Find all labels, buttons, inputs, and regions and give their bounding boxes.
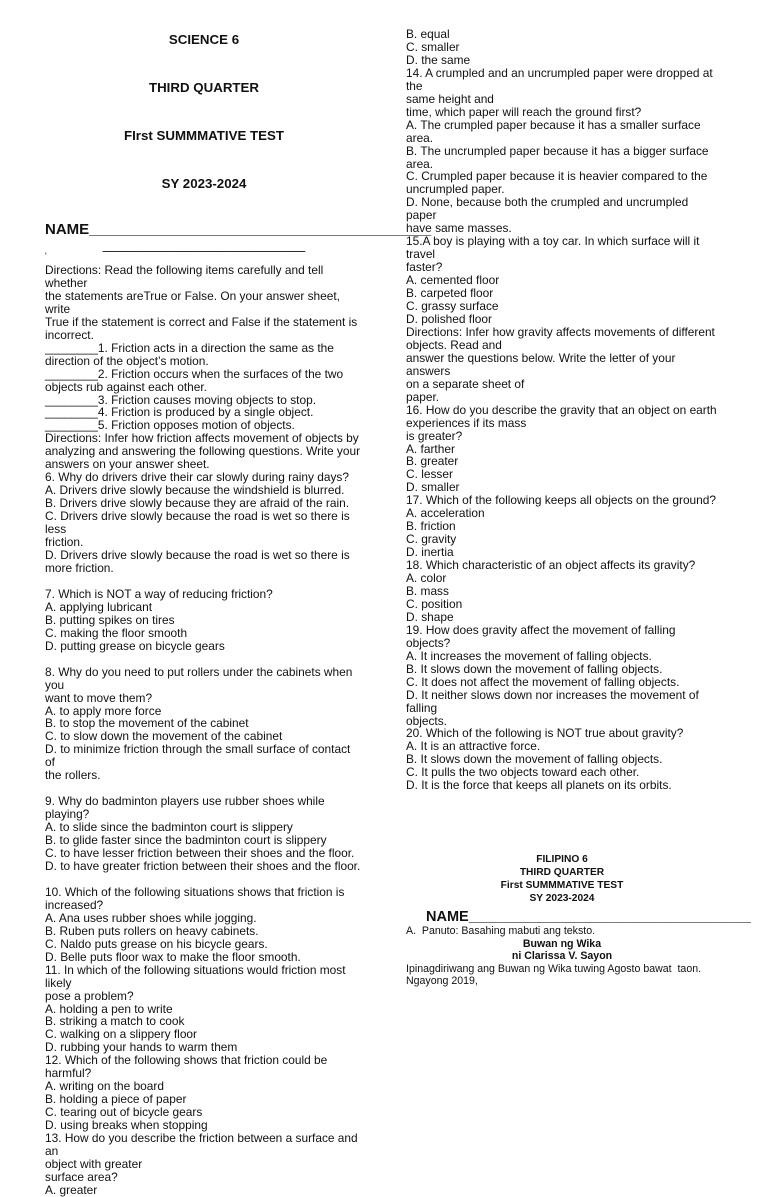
text-line: 11. In which of the following situations would friction most likely: [45, 962, 349, 990]
text-line: faster?: [406, 260, 443, 275]
text-line: ________1. Friction acts in a direction the same as the: [45, 340, 334, 355]
text-line: C. It does not affect the movement of falling objects.: [406, 674, 680, 689]
text-line: have same masses.: [406, 221, 512, 236]
text-line: paper.: [406, 389, 440, 404]
name-underline: _________________________________________: [89, 221, 432, 238]
stray-mark: ': [45, 251, 47, 261]
text-line: C. to have lesser friction between their shoes and the floor.: [45, 846, 355, 861]
text-line: 14. A crumpled and an uncrumpled paper were dropped at the: [406, 65, 717, 93]
text-line: C. making the floor smooth: [45, 625, 188, 640]
text-line: increased?: [45, 897, 104, 912]
text-line: 6. Why do drivers drive their car slowly during rainy days?: [45, 470, 349, 485]
text-line: 13. How do you describe the friction between a surface and an: [45, 1131, 361, 1158]
text-line: ________3. Friction causes moving objects to stop.: [45, 392, 316, 407]
story-body-line: Ipinagdiriwang ang Buwan ng Wika tuwing Agosto bawat taon.: [406, 962, 702, 975]
text-line: A. to slide since the badminton court is slippery: [45, 820, 293, 835]
filipino-title-line: THIRD QUARTER: [519, 867, 605, 878]
text-line: objects rub against each other.: [45, 379, 207, 394]
text-line: object with greater: [45, 1156, 143, 1171]
text-line: 19. How does gravity affect the movement of falling objects?: [406, 622, 679, 650]
text-line: True if the statement is correct and False if the statement is: [45, 314, 358, 329]
text-line: ________4. Friction is produced by a single object.: [45, 405, 314, 420]
text-line: C. smaller: [406, 39, 460, 54]
text-line: D. rubbing your hands to warm them: [45, 1040, 238, 1055]
text-line: B. Drivers drive slowly because they are afraid of the rain.: [45, 496, 350, 511]
science-questions-part-1: [45, 264, 363, 1197]
text-line: 7. Which is NOT a way of reducing friction?: [45, 586, 273, 601]
text-line: D. smaller: [406, 480, 460, 495]
blank-line: [45, 653, 363, 666]
text-line: D. the same: [406, 52, 471, 67]
story-title: Buwan ng Wika: [522, 937, 602, 950]
name-label: NAME: [45, 221, 90, 238]
filipino-title-line: SY 2023-2024: [529, 893, 595, 904]
text-line: C. It pulls the two objects toward each other.: [406, 765, 640, 780]
text-line: B. greater: [406, 454, 459, 469]
text-line: 10. Which of the following situations shows that friction is: [45, 884, 345, 899]
text-line: is greater?: [406, 428, 463, 443]
text-line: C. gravity: [406, 532, 457, 547]
text-line: uncrumpled paper.: [406, 182, 505, 197]
text-line: B. Ruben puts rollers on heavy cabinets.: [45, 923, 259, 938]
text-line: objects. Read and: [406, 337, 502, 352]
text-line: Directions: Infer how friction affects movement of objects by: [45, 431, 359, 446]
text-line: time, which paper will reach the ground first?: [406, 104, 642, 119]
text-line: D. using breaks when stopping: [45, 1118, 208, 1133]
text-line: B. equal: [406, 27, 450, 41]
text-line: A. cemented floor: [406, 273, 500, 288]
story-author: ni Clarissa V. Sayon: [511, 950, 613, 962]
text-line: D. polished floor: [406, 311, 492, 326]
filipino-name-field: [426, 909, 751, 925]
text-line: C. lesser: [406, 467, 453, 482]
panuto-instruction: A. Panuto: Basahing mabuti ang teksto.: [406, 925, 596, 937]
title-line: SCIENCE 6: [168, 32, 240, 47]
text-line: Directions: Read the following items carefully and tell whether: [45, 263, 327, 290]
blank-line: [45, 575, 363, 588]
text-line: A. The crumpled paper because it has a smaller surface area.: [406, 117, 704, 145]
text-line: A. It is an attractive force.: [406, 739, 541, 754]
text-line: the rollers.: [45, 768, 101, 783]
text-line: ________5. Friction opposes motion of objects.: [45, 418, 295, 433]
text-line: C. Crumpled paper because it is heavier compared to the: [406, 169, 708, 184]
text-line: B. mass: [406, 583, 449, 598]
text-line: D. It neither slows down nor increases the movement of falling: [406, 687, 703, 715]
text-line: analyzing and answering the following questions. Write your: [45, 444, 361, 459]
text-line: A. applying lubricant: [45, 599, 153, 614]
filipino-test-section: [406, 853, 751, 988]
text-line: B. The uncrumpled paper because it has a bigger surface: [406, 143, 709, 158]
text-line: B. to glide faster since the badminton court is slippery: [45, 833, 327, 848]
text-line: A. color: [406, 571, 447, 586]
text-line: B. holding a piece of paper: [45, 1092, 187, 1107]
title-line: SY 2023-2024: [161, 176, 247, 191]
text-line: B. putting spikes on tires: [45, 612, 175, 627]
text-line: want to move them?: [45, 690, 153, 705]
text-line: A. greater: [45, 1182, 98, 1197]
text-line: A. farther: [406, 441, 455, 456]
text-line: D. Drivers drive slowly because the road is wet so there is: [45, 547, 350, 562]
text-line: D. putting grease on bicycle gears: [45, 638, 225, 653]
science-questions-part-2: [406, 28, 718, 792]
text-line: D. to have greater friction between their shoes and the floor.: [45, 858, 361, 873]
text-line: 18. Which characteristic of an object affects its gravity?: [406, 558, 696, 573]
text-line: B. It slows down the movement of falling objects.: [406, 752, 663, 767]
text-line: 20. Which of the following is NOT true about gravity?: [406, 726, 684, 741]
text-line: Directions: Infer how gravity affects movements of different: [406, 324, 715, 339]
science-test-right-column: [406, 0, 718, 792]
text-line: 17. Which of the following keeps all objects on the ground?: [406, 493, 717, 508]
text-line: direction of the object’s motion.: [45, 353, 209, 368]
text-line: surface area?: [45, 1169, 118, 1184]
text-line: 9. Why do badminton players use rubber shoes while playing?: [45, 794, 328, 822]
text-line: the statements areTrue or False. On your answer sheet, write: [45, 288, 344, 316]
text-line: D. None, because both the crumpled and uncrumpled paper: [406, 195, 692, 223]
text-line: friction.: [45, 535, 84, 550]
text-line: ________2. Friction occurs when the surfaces of the two: [45, 366, 344, 381]
text-line: D. inertia: [406, 545, 454, 560]
text-line: experiences if its mass: [406, 415, 527, 430]
text-line: A. writing on the board: [45, 1079, 164, 1094]
text-line: more friction.: [45, 560, 114, 575]
text-line: area.: [406, 156, 434, 171]
text-line: incorrect.: [45, 327, 94, 342]
text-line: C. walking on a slippery floor: [45, 1027, 198, 1042]
story-body-line: Ngayong 2019,: [406, 975, 478, 987]
text-line: 8. Why do you need to put rollers under the cabinets when you: [45, 664, 356, 692]
filipino-title-line: First SUMMMATIVE TEST: [500, 880, 624, 891]
text-line: A. Drivers drive slowly because the windshield is blurred.: [45, 483, 345, 498]
text-line: C. to slow down the movement of the cabinet: [45, 729, 283, 744]
blank-line: [45, 873, 363, 886]
text-line: C. tearing out of bicycle gears: [45, 1105, 203, 1120]
text-line: A. Ana uses rubber shoes while jogging.: [45, 910, 257, 925]
text-line: answer the questions below. Write the letter of your answers: [406, 350, 679, 378]
text-line: D. shape: [406, 609, 454, 624]
text-line: same height and: [406, 91, 494, 106]
text-line: pose a problem?: [45, 988, 134, 1003]
text-line: 12. Which of the following shows that friction could be harmful?: [45, 1053, 331, 1081]
text-line: A. acceleration: [406, 506, 485, 521]
text-line: A. to apply more force: [45, 703, 162, 718]
name-label: NAME: [426, 909, 469, 925]
text-line: C. position: [406, 596, 463, 611]
test-title: [45, 31, 363, 192]
text-line: A. It increases the movement of falling objects.: [406, 648, 652, 663]
text-line: answers on your answer sheet.: [45, 457, 210, 472]
text-line: B. carpeted floor: [406, 286, 494, 301]
text-line: 15.A boy is playing with a toy car. In which surface will it travel: [406, 234, 703, 262]
text-line: C. grassy surface: [406, 299, 499, 314]
text-line: on a separate sheet of: [406, 376, 525, 391]
text-line: C. Drivers drive slowly because the road is wet so there is less: [45, 509, 353, 537]
title-line: THIRD QUARTER: [148, 80, 260, 95]
text-line: B. to stop the movement of the cabinet: [45, 716, 249, 731]
text-line: D. It is the force that keeps all planets on its orbits.: [406, 778, 672, 793]
text-line: A. holding a pen to write: [45, 1001, 173, 1016]
filipino-title-line: FILIPINO 6: [536, 854, 588, 865]
text-line: 16. How do you describe the gravity that an object on earth: [406, 402, 717, 417]
text-line: B. striking a match to cook: [45, 1014, 185, 1029]
text-line: B. It slows down the movement of falling objects.: [406, 661, 663, 676]
title-line: FIrst SUMMMATIVE TEST: [123, 128, 285, 143]
text-line: B. friction: [406, 519, 456, 534]
text-line: D. Belle puts floor wax to make the floor smooth.: [45, 949, 301, 964]
name-underline: ___________________________________: [468, 909, 751, 925]
text-line: C. Naldo puts grease on his bicycle gears.: [45, 936, 268, 951]
text-line: D. to minimize friction through the small surface of contact of: [45, 742, 354, 770]
name-underline-continued: __________________________: [102, 236, 306, 252]
text-line: objects.: [406, 713, 447, 728]
